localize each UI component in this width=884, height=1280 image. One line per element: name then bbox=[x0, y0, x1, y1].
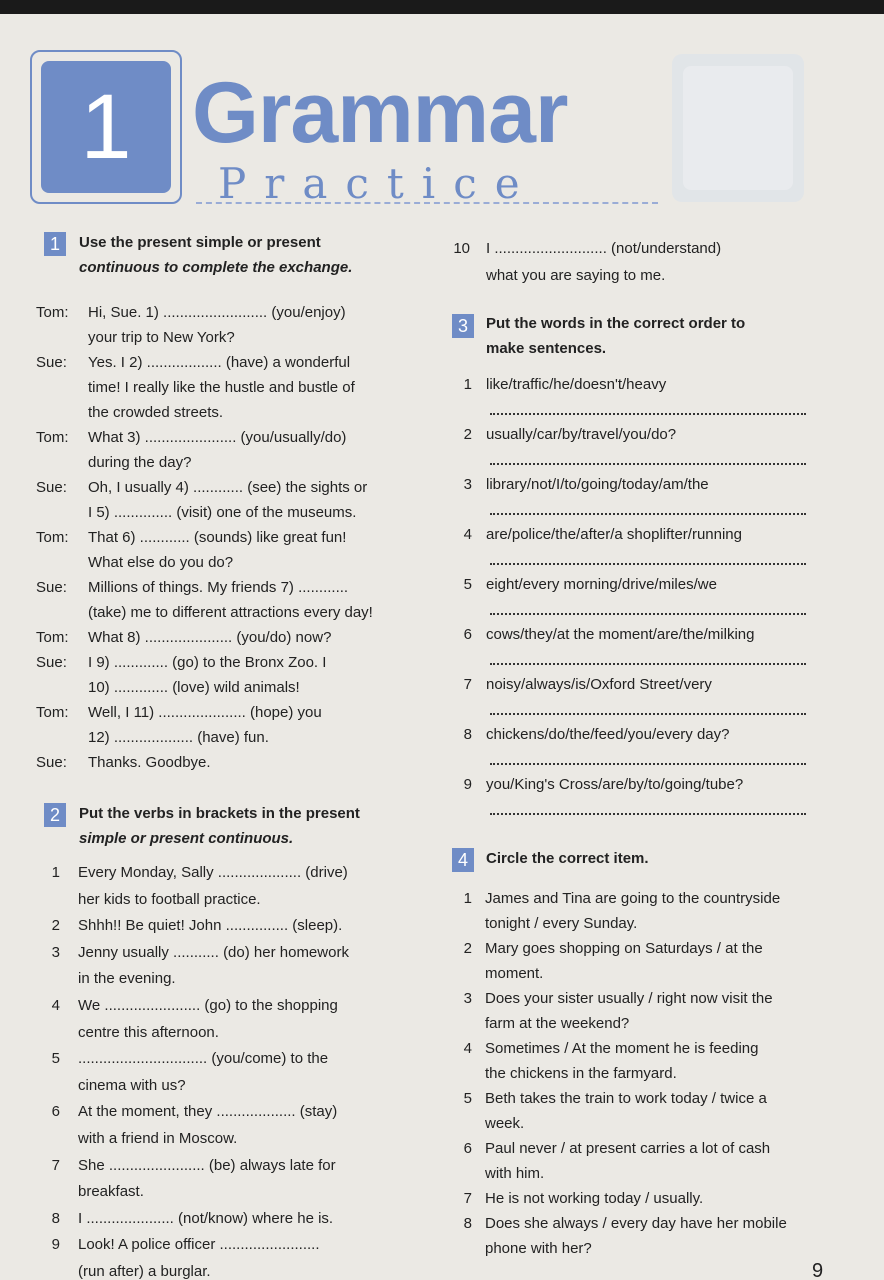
item-text: Does she always / every day have her mobile bbox=[485, 1215, 787, 1232]
item-number: 8 bbox=[51, 1210, 60, 1227]
dialogue-line: I 5) .............. (visit) one of the museums. bbox=[88, 504, 357, 521]
dialogue-line: (take) me to different attractions every day! bbox=[88, 604, 373, 621]
answer-line[interactable] bbox=[490, 662, 806, 665]
item-number: 7 bbox=[463, 1190, 472, 1207]
item-number: 2 bbox=[463, 940, 472, 957]
speaker-label: Sue: bbox=[36, 354, 67, 371]
answer-line[interactable] bbox=[490, 762, 806, 765]
item-number: 8 bbox=[463, 1215, 472, 1232]
item-text: library/not/I/to/going/today/am/the bbox=[486, 476, 709, 493]
exercise-instruction: make sentences. bbox=[486, 340, 607, 357]
dialogue-line: Thanks. Goodbye. bbox=[88, 754, 211, 771]
dialogue-line: Yes. I 2) .................. (have) a wonderful bbox=[88, 354, 351, 371]
item-text: usually/car/by/travel/you/do? bbox=[486, 426, 677, 443]
dialogue-line: What else do you do? bbox=[88, 554, 234, 571]
unit-number: 1 bbox=[41, 61, 171, 193]
answer-line[interactable] bbox=[490, 612, 806, 615]
speaker-label: Tom: bbox=[36, 629, 69, 646]
item-text: tonight / every Sunday. bbox=[485, 915, 638, 932]
item-number: 6 bbox=[463, 1140, 472, 1157]
item-number: 9 bbox=[51, 1236, 60, 1253]
dialogue-line: 12) ................... (have) fun. bbox=[88, 729, 269, 746]
item-number: 5 bbox=[463, 1090, 472, 1107]
item-number: 2 bbox=[463, 426, 472, 443]
answer-line[interactable] bbox=[490, 562, 806, 565]
item-text: Every Monday, Sally .................... (drive) bbox=[78, 864, 348, 881]
item-text: are/police/the/after/a shoplifter/running bbox=[486, 526, 742, 543]
item-text: you/King's Cross/are/by/to/going/tube? bbox=[486, 776, 744, 793]
item-text: in the evening. bbox=[78, 970, 176, 987]
dialogue-line: That 6) ............ (sounds) like great fun! bbox=[88, 529, 347, 546]
item-number: 9 bbox=[463, 776, 472, 793]
item-text: Beth takes the train to work today / twice a bbox=[485, 1090, 767, 1107]
item-number: 2 bbox=[51, 917, 60, 934]
answer-line[interactable] bbox=[490, 812, 806, 815]
speaker-label: Tom: bbox=[36, 529, 69, 546]
exercise-instruction: simple or present continuous. bbox=[79, 830, 294, 847]
item-number: 3 bbox=[51, 944, 60, 961]
item-text: Does your sister usually / right now visit the bbox=[485, 990, 773, 1007]
page-number: 9 bbox=[812, 1260, 824, 1280]
page-title: Grammar bbox=[192, 65, 568, 161]
speaker-label: Sue: bbox=[36, 479, 67, 496]
item-text: farm at the weekend? bbox=[485, 1015, 630, 1032]
item-number: 6 bbox=[463, 626, 472, 643]
exercise-instruction: Put the verbs in brackets in the present bbox=[79, 805, 360, 822]
answer-line[interactable] bbox=[490, 412, 806, 415]
item-number: 4 bbox=[463, 526, 472, 543]
item-text: cows/they/at the moment/are/the/milking bbox=[486, 626, 755, 643]
item-text: We ....................... (go) to the shopping bbox=[78, 997, 338, 1014]
speaker-label: Tom: bbox=[36, 704, 69, 721]
exercise-number: 3 bbox=[452, 314, 474, 338]
item-number: 4 bbox=[463, 1040, 472, 1057]
ghost-unit-box-inner bbox=[683, 66, 793, 190]
speaker-label: Sue: bbox=[36, 754, 67, 771]
item-text: chickens/do/the/feed/you/every day? bbox=[486, 726, 730, 743]
title-divider bbox=[196, 202, 658, 204]
item-text: Paul never / at present carries a lot of cash bbox=[485, 1140, 771, 1157]
item-text: phone with her? bbox=[485, 1240, 592, 1257]
item-number: 1 bbox=[463, 890, 472, 907]
item-text: what you are saying to me. bbox=[486, 267, 666, 284]
item-text: ............................... (you/come) to the bbox=[78, 1050, 329, 1067]
item-number: 5 bbox=[463, 576, 472, 593]
item-number: 7 bbox=[51, 1157, 60, 1174]
item-number: 7 bbox=[463, 676, 472, 693]
item-text: Look! A police officer ........................ bbox=[78, 1236, 320, 1253]
answer-line[interactable] bbox=[490, 512, 806, 515]
exercise-instruction: Put the words in the correct order to bbox=[486, 315, 746, 332]
item-text: cinema with us? bbox=[78, 1077, 186, 1094]
item-number: 1 bbox=[51, 864, 60, 881]
answer-line[interactable] bbox=[490, 712, 806, 715]
speaker-label: Tom: bbox=[36, 304, 69, 321]
item-text: At the moment, they ................... (stay) bbox=[78, 1103, 338, 1120]
exercise-instruction: continuous to complete the exchange. bbox=[79, 259, 353, 276]
dialogue-line: Hi, Sue. 1) ......................... (you/enjoy) bbox=[88, 304, 346, 321]
item-text: Shhh!! Be quiet! John ............... (sleep). bbox=[78, 917, 343, 934]
dialogue-line: What 8) ..................... (you/do) now? bbox=[88, 629, 332, 646]
item-number: 10 bbox=[453, 240, 470, 257]
item-text: Sometimes / At the moment he is feeding bbox=[485, 1040, 759, 1057]
dialogue-line: 10) ............. (love) wild animals! bbox=[88, 679, 300, 696]
item-text: noisy/always/is/Oxford Street/very bbox=[486, 676, 712, 693]
exercise-number: 4 bbox=[452, 848, 474, 872]
item-text: her kids to football practice. bbox=[78, 891, 261, 908]
dialogue-line: your trip to New York? bbox=[88, 329, 235, 346]
item-number: 4 bbox=[51, 997, 60, 1014]
item-number: 5 bbox=[51, 1050, 60, 1067]
dialogue-line: time! I really like the hustle and bustle of bbox=[88, 379, 355, 396]
speaker-label: Sue: bbox=[36, 579, 67, 596]
worksheet-page bbox=[0, 14, 884, 1280]
item-text: like/traffic/he/doesn't/heavy bbox=[486, 376, 667, 393]
item-text: week. bbox=[485, 1115, 525, 1132]
item-text: I ..................... (not/know) where he is. bbox=[78, 1210, 334, 1227]
exercise-number: 1 bbox=[44, 232, 66, 256]
dialogue-line: What 3) ...................... (you/usually/do) bbox=[88, 429, 347, 446]
item-text: She ....................... (be) always late for bbox=[78, 1157, 336, 1174]
item-number: 3 bbox=[463, 990, 472, 1007]
dialogue-line: Millions of things. My friends 7) ............ bbox=[88, 579, 349, 596]
dialogue-line: I 9) ............. (go) to the Bronx Zoo. I bbox=[88, 654, 327, 671]
speaker-label: Tom: bbox=[36, 429, 69, 446]
exercise-number: 2 bbox=[44, 803, 66, 827]
item-text: the chickens in the farmyard. bbox=[485, 1065, 677, 1082]
dialogue-line: the crowded streets. bbox=[88, 404, 224, 421]
dialogue-line: during the day? bbox=[88, 454, 192, 471]
item-text: Jenny usually ........... (do) her homework bbox=[78, 944, 349, 961]
exercise-instruction: Use the present simple or present bbox=[79, 234, 321, 251]
item-text: James and Tina are going to the countryside bbox=[485, 890, 781, 907]
item-text: breakfast. bbox=[78, 1183, 144, 1200]
item-text: Mary goes shopping on Saturdays / at the bbox=[485, 940, 763, 957]
speaker-label: Sue: bbox=[36, 654, 67, 671]
item-number: 1 bbox=[463, 376, 472, 393]
item-text: eight/every morning/drive/miles/we bbox=[486, 576, 717, 593]
dialogue-line: Oh, I usually 4) ............ (see) the sights or bbox=[88, 479, 368, 496]
item-text: (run after) a burglar. bbox=[78, 1263, 211, 1280]
item-number: 3 bbox=[463, 476, 472, 493]
item-text: with a friend in Moscow. bbox=[78, 1130, 238, 1147]
item-text: moment. bbox=[485, 965, 544, 982]
item-text: centre this afternoon. bbox=[78, 1024, 219, 1041]
answer-line[interactable] bbox=[490, 462, 806, 465]
exercise-instruction: Circle the correct item. bbox=[486, 850, 649, 867]
item-text: with him. bbox=[485, 1165, 545, 1182]
item-number: 6 bbox=[51, 1103, 60, 1120]
item-text: I ........................... (not/understand) bbox=[486, 240, 722, 257]
item-text: He is not working today / usually. bbox=[485, 1190, 704, 1207]
dialogue-line: Well, I 11) ..................... (hope) you bbox=[88, 704, 322, 721]
unit-number-box bbox=[30, 50, 182, 204]
item-number: 8 bbox=[463, 726, 472, 743]
page-subtitle: Practice bbox=[218, 159, 538, 208]
